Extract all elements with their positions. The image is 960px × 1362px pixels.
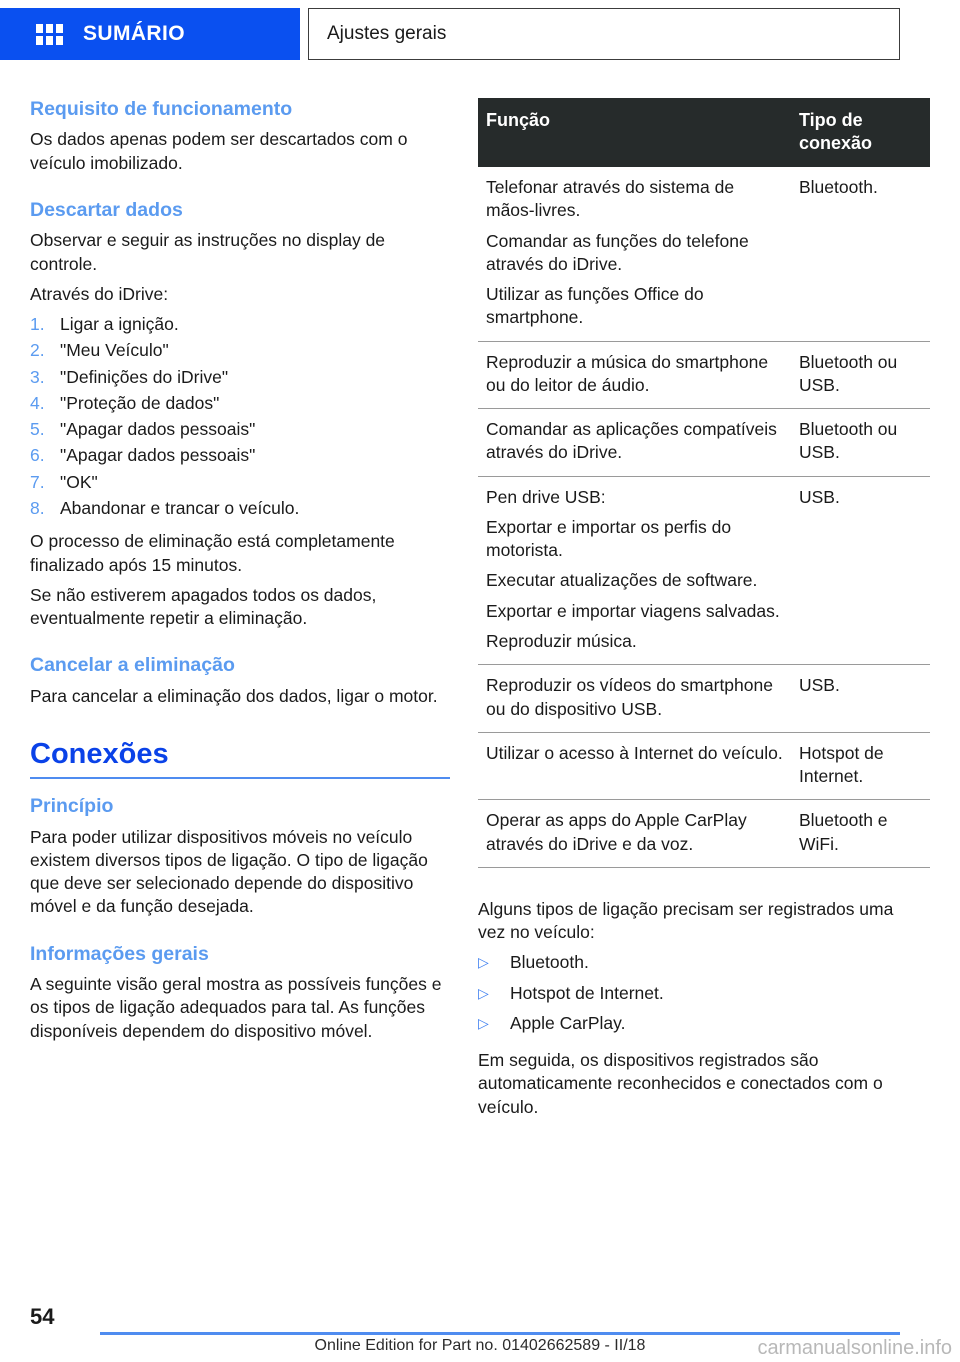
- cell-line: USB.: [799, 675, 840, 696]
- page-footer: [0, 1300, 960, 1362]
- step-text: Abandonar e trancar o veículo.: [60, 497, 300, 518]
- table-row: [478, 800, 930, 868]
- paragraph-informacoes-gerais: A seguinte visão geral mostra as possíveis funções e os tipos de ligação adequados para tal. As funções disponíveis dependem do dispositivo móvel.: [30, 974, 442, 1041]
- paragraph-processo-eliminacao: O processo de eliminação está completamente finalizado após 15 minutos.: [30, 531, 395, 575]
- column-header-funcao: Função: [478, 98, 791, 167]
- list-item: [30, 444, 450, 467]
- cell-tipo: [791, 800, 930, 868]
- cell-line: Reproduzir música.: [486, 630, 637, 651]
- cell-line: Hotspot de Internet.: [799, 742, 884, 787]
- heading-conexoes: Conexões: [30, 738, 450, 779]
- table-row: [478, 665, 930, 733]
- table-of-contents-label: SUMÁRIO: [83, 22, 185, 45]
- list-item: [30, 339, 450, 362]
- cell-tipo: [791, 732, 930, 800]
- step-text: "Meu Veículo": [60, 340, 169, 361]
- list-item: [478, 982, 898, 1005]
- list-item: [30, 392, 450, 415]
- heading-requisito-de-funcionamento: Requisito de funcionamento: [30, 98, 293, 120]
- paragraph-alguns-tipos: Alguns tipos de ligação precisam ser registrados uma vez no veículo:: [478, 898, 894, 943]
- cell-tipo: [791, 167, 930, 341]
- cell-funcao: [478, 409, 791, 477]
- list-item: [478, 951, 898, 974]
- list-item: [30, 313, 450, 336]
- bullet-text: Apple CarPlay.: [510, 1012, 626, 1033]
- section-breadcrumb-label: Ajustes gerais: [327, 23, 447, 44]
- cell-line: Pen drive USB:: [486, 486, 606, 507]
- list-item: [30, 497, 450, 520]
- table-row: [478, 476, 930, 665]
- step-text: "OK": [60, 471, 98, 492]
- cell-line: Bluetooth.: [799, 177, 878, 197]
- step-text: "Proteção de dados": [60, 392, 220, 413]
- cell-line: Comandar as aplicações compatíveis através do iDrive.: [486, 419, 777, 463]
- cell-line: Utilizar o acesso à Internet do veículo.: [486, 742, 783, 763]
- cell-line: Bluetooth ou USB.: [799, 351, 898, 395]
- table-header-row: [478, 98, 930, 167]
- triangle-bullet-icon: ▷: [478, 954, 489, 971]
- cell-tipo: [791, 409, 930, 477]
- bullet-text: Bluetooth.: [510, 952, 589, 973]
- cell-funcao: [478, 732, 791, 800]
- registration-bullet-list: [478, 951, 898, 1035]
- step-text: Ligar a ignição.: [60, 314, 179, 335]
- cell-line: Reproduzir os vídeos do smartphone ou do dispositivo USB.: [486, 675, 773, 719]
- table-row: [478, 732, 930, 800]
- cell-line: Comandar as funções do telefone através do iDrive.: [486, 230, 749, 274]
- cell-tipo: [791, 341, 930, 409]
- cell-tipo: [791, 665, 930, 733]
- page-header: [0, 8, 960, 60]
- paragraph-se-nao-estiverem: Se não estiverem apagados todos os dados, eventualmente repetir a eliminação.: [30, 584, 377, 629]
- cell-line: Operar as apps do Apple CarPlay através do iDrive e da voz.: [486, 810, 747, 854]
- cell-line: Bluetooth ou USB.: [799, 419, 898, 463]
- cell-line: Reproduzir a música do smartphone ou do leitor de áudio.: [486, 351, 769, 395]
- cell-line: USB.: [799, 486, 840, 507]
- right-column: [478, 98, 898, 1119]
- cell-funcao: [478, 476, 791, 665]
- step-text: "Apagar dados pessoais": [60, 419, 256, 440]
- grid-menu-icon: [36, 24, 63, 45]
- cell-line: Telefonar através do sistema de mãos-livres.: [486, 177, 735, 221]
- step-text: "Apagar dados pessoais": [60, 445, 256, 466]
- cell-line: Executar atualizações de software.: [486, 570, 758, 591]
- cell-line: Utilizar as funções Office do smartphone.: [486, 284, 704, 328]
- cell-tipo: [791, 476, 930, 665]
- cell-funcao: [478, 665, 791, 733]
- list-item: [30, 418, 450, 441]
- paragraph-requisito: Os dados apenas podem ser descartados com o veículo imobilizado.: [30, 129, 408, 173]
- table-row: [478, 167, 930, 341]
- step-number: 6.: [30, 445, 45, 466]
- cell-line: Exportar e importar os perfis do motorista.: [486, 516, 732, 561]
- footer-divider: [100, 1332, 900, 1335]
- step-number: 4.: [30, 392, 45, 413]
- heading-principio: Princípio: [30, 795, 114, 818]
- table-row: [478, 341, 930, 409]
- table-of-contents-tab[interactable]: [0, 8, 300, 60]
- step-number: 2.: [30, 340, 45, 361]
- triangle-bullet-icon: ▷: [478, 984, 489, 1001]
- bullet-text: Hotspot de Internet.: [510, 982, 664, 1003]
- paragraph-em-seguida: Em seguida, os dispositivos registrados são automaticamente reconhecidos e conectados com o veículo.: [478, 1050, 883, 1117]
- left-column: [30, 98, 450, 1043]
- paragraph-principio: Para poder utilizar dispositivos móveis no veículo existem diversos tipos de ligação. O tipo de ligação que deve ser selecionado depende do dispositivo móvel e da função desejada.: [30, 826, 428, 917]
- step-number: 1.: [30, 314, 45, 335]
- functions-connection-table: [478, 98, 930, 868]
- step-number: 5.: [30, 419, 45, 440]
- cell-line: Bluetooth e WiFi.: [799, 810, 888, 854]
- edition-info: Online Edition for Part no. 01402662589 - II/18: [314, 1337, 646, 1354]
- cell-funcao: [478, 341, 791, 409]
- column-header-tipo-de-conexao: Tipo de conexão: [791, 98, 930, 167]
- step-text: "Definições do iDrive": [60, 366, 229, 387]
- ordered-step-list: [30, 313, 450, 520]
- cell-line: Exportar e importar viagens salvadas.: [486, 600, 780, 621]
- list-item: [478, 1012, 898, 1035]
- heading-descartar-dados: Descartar dados: [30, 198, 183, 221]
- paragraph-cancelar: Para cancelar a eliminação dos dados, ligar o motor.: [30, 685, 438, 706]
- heading-informacoes-gerais: Informações gerais: [30, 942, 209, 965]
- page-number: 54: [30, 1304, 55, 1329]
- step-number: 8.: [30, 497, 45, 518]
- site-watermark: carmanualsonline.info: [757, 1337, 952, 1359]
- cell-funcao: [478, 167, 791, 341]
- table-row: [478, 409, 930, 477]
- section-breadcrumb-tab[interactable]: [308, 8, 900, 60]
- heading-cancelar-a-eliminacao: Cancelar a eliminação: [30, 654, 235, 677]
- paragraph-atraves-idrive: Através do iDrive:: [30, 283, 169, 304]
- step-number: 7.: [30, 471, 45, 492]
- list-item: [30, 471, 450, 494]
- paragraph-observar: Observar e seguir as instruções no display de controle.: [30, 230, 386, 274]
- triangle-bullet-icon: ▷: [478, 1014, 489, 1031]
- cell-funcao: [478, 800, 791, 868]
- step-number: 3.: [30, 366, 45, 387]
- list-item: [30, 366, 450, 389]
